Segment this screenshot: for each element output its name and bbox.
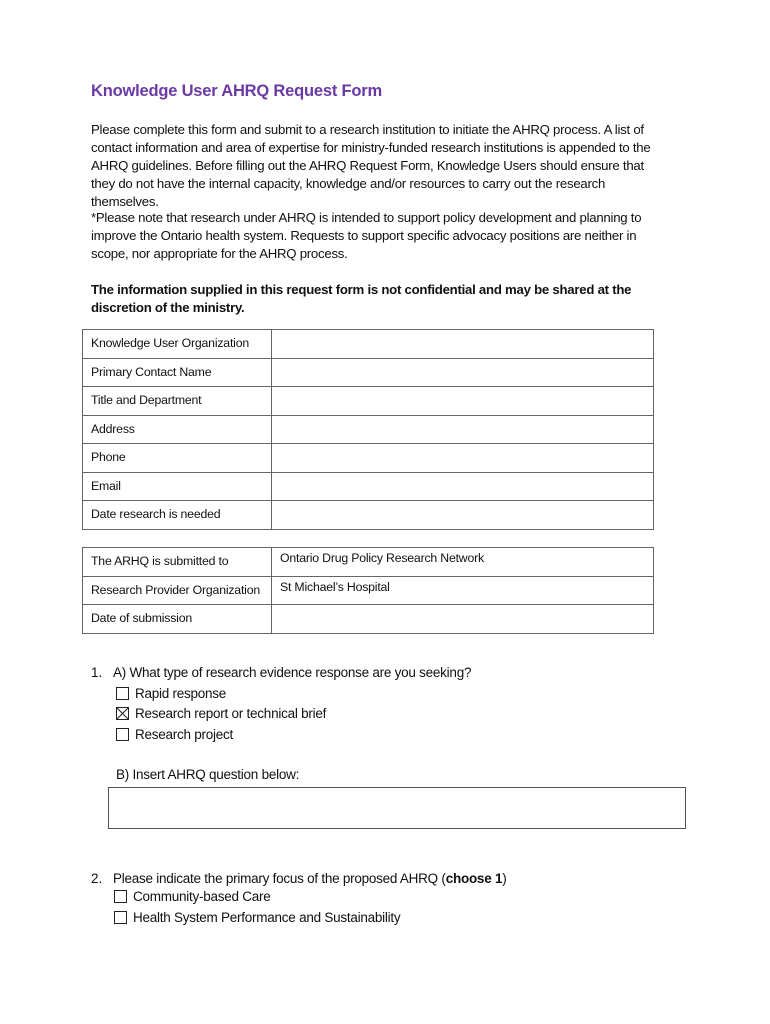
option-label: Rapid response xyxy=(135,686,227,701)
option-rapid-response[interactable] xyxy=(116,686,226,701)
submission-info-table xyxy=(82,547,654,634)
field-label: Email xyxy=(83,472,272,501)
note-paragraph: *Please note that research under AHRQ is intended to support policy development and planning to improve the Ontario health system. Requests to support specific advocacy positions are neither in scope, nor appropriate for the AHRQ process. xyxy=(91,210,642,261)
field-label: Date research is needed xyxy=(83,501,272,530)
table-row xyxy=(83,444,654,473)
title-department-field[interactable] xyxy=(272,387,654,416)
option-label: Health System Performance and Sustainability xyxy=(133,910,401,925)
primary-contact-name-field[interactable] xyxy=(272,358,654,387)
table-row xyxy=(83,358,654,387)
option-research-project[interactable] xyxy=(116,727,233,742)
research-provider-field[interactable]: St Michael’s Hospital xyxy=(272,576,654,605)
ahrq-question-input[interactable] xyxy=(108,787,686,829)
field-label: Primary Contact Name xyxy=(83,358,272,387)
option-community-based-care[interactable] xyxy=(114,889,271,904)
table-row xyxy=(83,576,654,605)
checkbox-community-based-care[interactable] xyxy=(114,890,127,903)
question-2-number: 2. xyxy=(91,871,103,886)
table-row xyxy=(83,387,654,416)
question-2-prompt-end: ) xyxy=(502,871,507,886)
checkbox-health-system-performance[interactable] xyxy=(114,911,127,924)
phone-field[interactable] xyxy=(272,444,654,473)
option-research-report[interactable] xyxy=(116,706,326,721)
field-label: Title and Department xyxy=(83,387,272,416)
knowledge-user-organization-field[interactable] xyxy=(272,330,654,359)
address-field[interactable] xyxy=(272,415,654,444)
confidentiality-notice: The information supplied in this request form is not confidential and may be shared at the discretion of the ministry. xyxy=(91,282,632,315)
field-label: Phone xyxy=(83,444,272,473)
field-label: Knowledge User Organization xyxy=(83,330,272,359)
field-label: Research Provider Organization xyxy=(83,576,272,605)
table-row xyxy=(83,548,654,577)
email-field[interactable] xyxy=(272,472,654,501)
option-label: Research project xyxy=(135,727,234,742)
submitted-to-field[interactable]: Ontario Drug Policy Research Network xyxy=(272,548,654,577)
field-label: Address xyxy=(83,415,272,444)
question-1a-text: A) What type of research evidence response are you seeking? xyxy=(113,665,472,680)
question-2-emphasis: choose 1 xyxy=(445,871,503,886)
date-of-submission-field[interactable] xyxy=(272,605,654,634)
checkbox-rapid-response[interactable] xyxy=(116,687,129,700)
question-1b-text: B) Insert AHRQ question below: xyxy=(116,767,300,782)
checkbox-research-project[interactable] xyxy=(116,728,129,741)
question-2-text xyxy=(113,871,506,886)
table-row xyxy=(83,415,654,444)
table-row xyxy=(83,330,654,359)
intro-paragraph: Please complete this form and submit to a research institution to initiate the AHRQ process. A list of contact information and area of expertise for ministry-funded research institutions is appended to the AHRQ guidelines. Before filling out the AHRQ Request Form, Knowledge Users should ensure that they do not have the internal capacity, knowledge and/or resources to carry out the research themselves. xyxy=(91,122,651,209)
option-label: Research report or technical brief xyxy=(135,706,327,721)
question-2-prompt: Please indicate the primary focus of the proposed AHRQ ( xyxy=(113,871,446,886)
checked-x-icon xyxy=(117,708,128,719)
table-row xyxy=(83,472,654,501)
table-row xyxy=(83,501,654,530)
field-label: The ARHQ is submitted to xyxy=(83,548,272,577)
checkbox-research-report[interactable] xyxy=(116,707,129,720)
contact-info-table xyxy=(82,329,654,530)
option-label: Community-based Care xyxy=(133,889,271,904)
question-1-number: 1. xyxy=(91,665,103,680)
date-needed-field[interactable] xyxy=(272,501,654,530)
page-title: Knowledge User AHRQ Request Form xyxy=(91,82,382,100)
option-health-system-performance[interactable] xyxy=(114,910,400,925)
field-label: Date of submission xyxy=(83,605,272,634)
table-row xyxy=(83,605,654,634)
